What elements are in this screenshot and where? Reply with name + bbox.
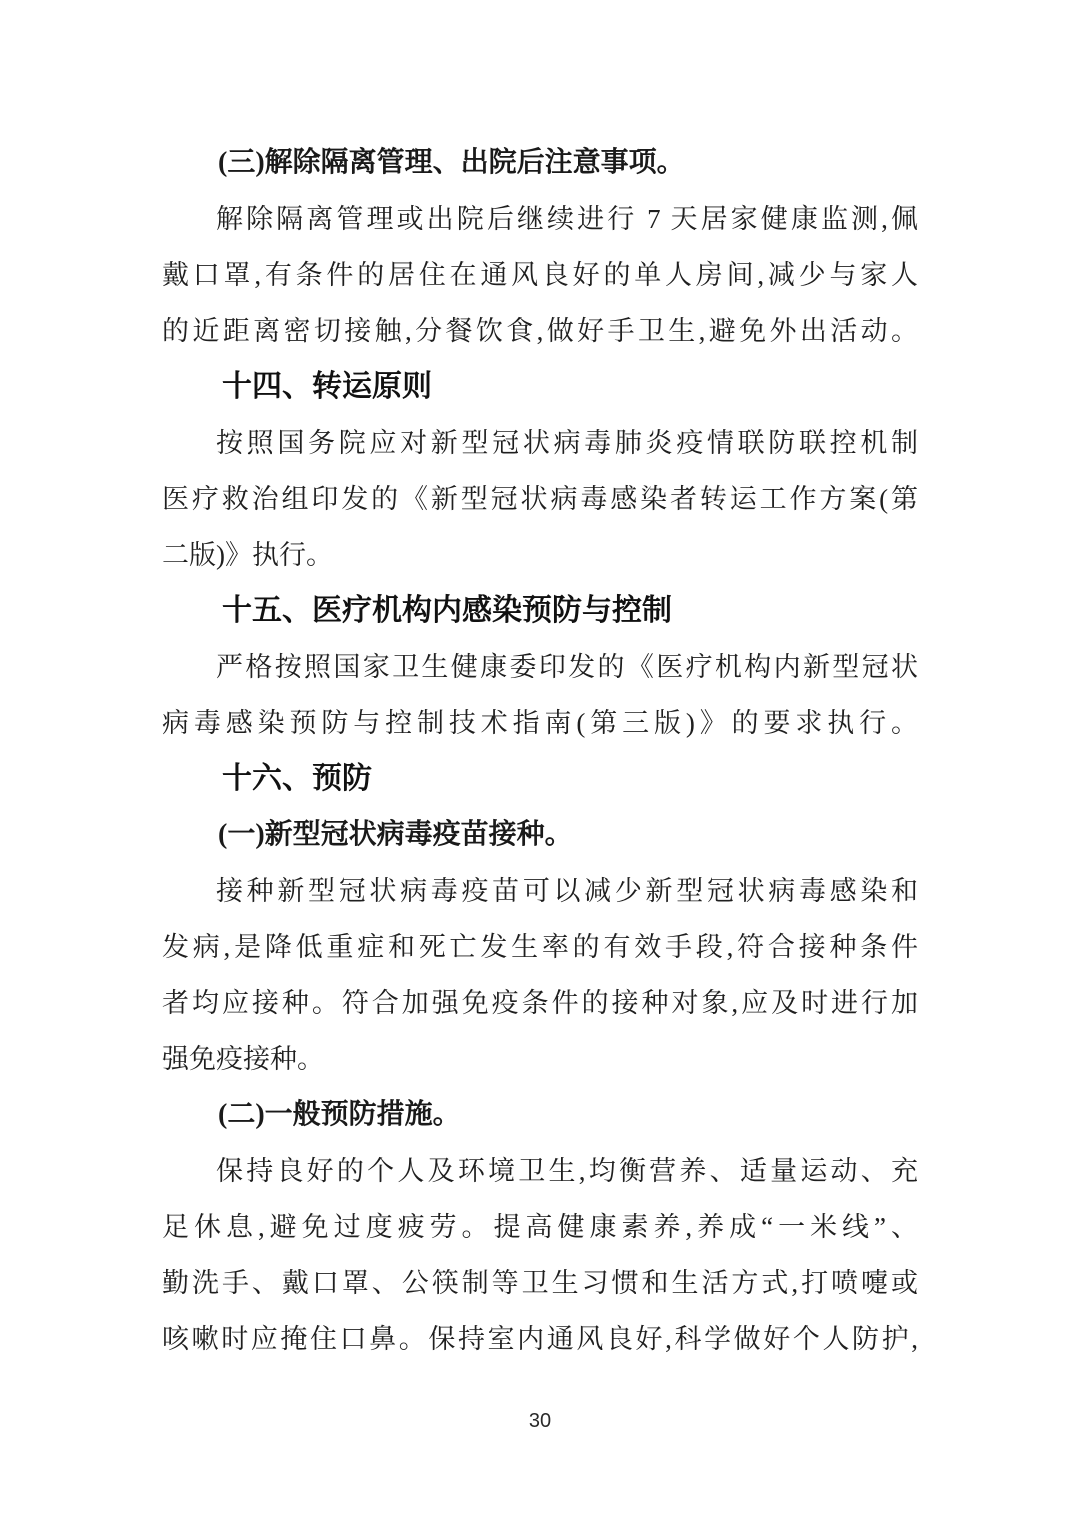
- sub-section-heading: (三)解除隔离管理、出院后注意事项。: [218, 147, 685, 178]
- paragraph-line: 足休息,避免过度疲劳。提高健康素养,养成“一米线”、: [162, 1212, 918, 1242]
- page-number: 30: [528, 1410, 552, 1432]
- page-footer: [0, 1410, 1080, 1433]
- section-heading: 十六、预防: [222, 762, 372, 795]
- section-heading: 十四、转运原则: [222, 370, 432, 403]
- paragraph-line: 发病,是降低重症和死亡发生率的有效手段,符合接种条件: [162, 932, 918, 962]
- sub-section-heading: (一)新型冠状病毒疫苗接种。: [218, 819, 573, 850]
- paragraph-line: 按照国务院应对新型冠状病毒肺炎疫情联防联控机制: [216, 428, 918, 458]
- section-heading: 十五、医疗机构内感染预防与控制: [222, 594, 672, 627]
- paragraph-line: 病毒感染预防与控制技术指南(第三版)》的要求执行。: [162, 708, 918, 738]
- paragraph-line: 保持良好的个人及环境卫生,均衡营养、适量运动、充: [216, 1156, 918, 1186]
- paragraph-line: 严格按照国家卫生健康委印发的《医疗机构内新型冠状: [216, 652, 918, 682]
- paragraph-line: 强免疫接种。: [162, 1044, 324, 1074]
- paragraph-line: 的近距离密切接触,分餐饮食,做好手卫生,避免外出活动。: [162, 316, 918, 346]
- paragraph-line: 者均应接种。符合加强免疫条件的接种对象,应及时进行加: [162, 988, 918, 1018]
- paragraph-line: 接种新型冠状病毒疫苗可以减少新型冠状病毒感染和: [216, 876, 918, 906]
- document-body: [162, 135, 918, 1367]
- sub-section-heading: (二)一般预防措施。: [218, 1099, 461, 1130]
- paragraph-line: 二版)》执行。: [162, 540, 333, 570]
- paragraph-line: 戴口罩,有条件的居住在通风良好的单人房间,减少与家人: [162, 260, 918, 290]
- paragraph-line: 咳嗽时应掩住口鼻。保持室内通风良好,科学做好个人防护,: [162, 1324, 918, 1354]
- paragraph-line: 勤洗手、戴口罩、公筷制等卫生习惯和生活方式,打喷嚏或: [162, 1268, 918, 1298]
- paragraph-line: 解除隔离管理或出院后继续进行 7 天居家健康监测,佩: [216, 204, 918, 234]
- paragraph-line: 医疗救治组印发的《新型冠状病毒感染者转运工作方案(第: [162, 484, 918, 514]
